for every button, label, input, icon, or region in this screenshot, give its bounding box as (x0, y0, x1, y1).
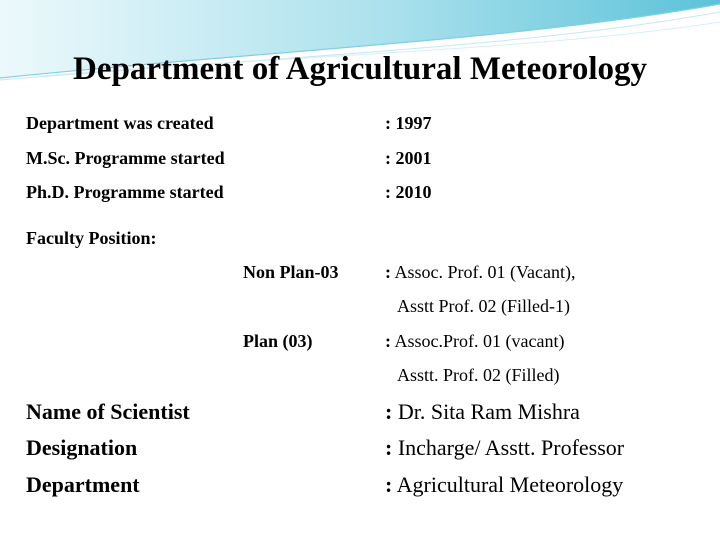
designation-label: Designation (26, 435, 138, 460)
plan-label: Plan (03) (243, 331, 313, 351)
fact-value-phd: : 2010 (385, 182, 432, 202)
fact-value-created: : 1997 (385, 113, 432, 133)
non-plan-label: Non Plan-03 (243, 262, 339, 282)
non-plan-line1: : Assoc. Prof. 01 (Vacant), (385, 262, 576, 282)
non-plan-line2: Asstt Prof. 02 (Filled-1) (397, 296, 570, 316)
department-label: Department (26, 472, 140, 497)
fact-label-phd: Ph.D. Programme started (26, 182, 224, 202)
plan-line1: : Assoc.Prof. 01 (vacant) (385, 331, 565, 351)
scientist-name-value: : Dr. Sita Ram Mishra (385, 399, 580, 424)
department-value: : Agricultural Meteorology (385, 472, 624, 497)
fact-label-created: Department was created (26, 113, 214, 133)
scientist-name-label: Name of Scientist (26, 399, 190, 424)
fact-value-msc: : 2001 (385, 148, 432, 168)
fact-label-msc: M.Sc. Programme started (26, 148, 225, 168)
page-title: Department of Agricultural Meteorology (73, 51, 647, 87)
faculty-heading: Faculty Position: (26, 228, 157, 248)
designation-value: : Incharge/ Asstt. Professor (385, 435, 625, 460)
plan-line2: Asstt. Prof. 02 (Filled) (397, 365, 560, 385)
